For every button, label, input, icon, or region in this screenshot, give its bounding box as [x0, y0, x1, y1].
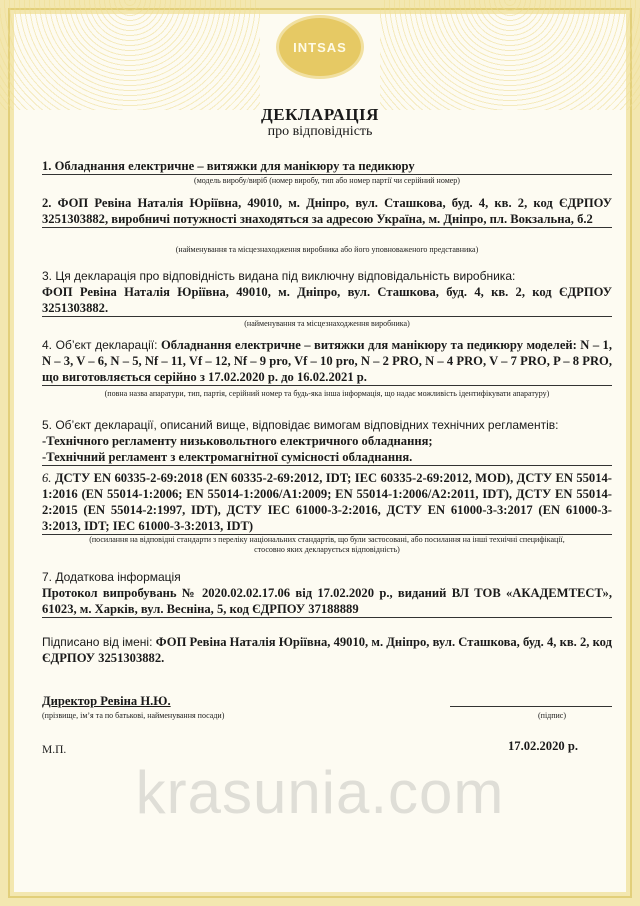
- section-3-caption: (найменування та місцезнаходження виробника): [244, 319, 410, 328]
- director-name: Директор Ревіна Н.Ю.: [42, 694, 171, 708]
- section-3-manufacturer: ФОП Ревіна Наталія Юріївна, 49010, м. Дніпро, вул. Сташкова, буд. 4, кв. 2, код ЄДРПОУ 3251303882.: [42, 285, 612, 315]
- signature-caption: (підпис): [538, 711, 567, 720]
- director-caption: (прізвище, ім’я та по батькові, найменування посади): [42, 711, 225, 720]
- section-4-caption: (повна назва апаратури, тип, партія, серійний номер та будь-яка інша інформація, що надає можливість ідентифікувати апаратуру): [104, 389, 550, 398]
- document-date: 17.02.2020 р.: [508, 739, 578, 753]
- signed-on-behalf: [42, 634, 612, 666]
- section-2-caption: (найменування та місцезнаходження виробника або його уповноваженого представника): [175, 245, 479, 254]
- signature-line: [450, 706, 612, 707]
- section-6-caption-1: (посилання на відповідні стандарти з переліку національних стандартів, що були застосовані, або посилання на інші технічні специфікації,: [89, 535, 565, 544]
- section-5-regulation-1: -Технічного регламенту низьковольтного електричного обладнання;: [42, 434, 433, 448]
- signed-prefix: Підписано від імені:: [42, 635, 156, 649]
- section-4-object: [42, 337, 612, 386]
- ornament-right: [380, 0, 640, 110]
- section-2-manufacturer: 2. ФОП Ревіна Наталія Юріївна, 49010, м. Дніпро, вул. Сташкова, буд. 4, кв. 2, код ЄДРПОУ 3251303882, виробничі потужності знаходяться за адресою Україна, м. Дніпро, пл. Вокзальна, б.2: [42, 196, 612, 226]
- stamp-label: М.П.: [42, 744, 67, 756]
- section-1-caption: (модель виробу/виріб (номер виробу, тип або номер партії чи серійний номер): [194, 176, 460, 185]
- signed-text: ФОП Ревіна Наталія Юріївна, 49010, м. Дніпро, вул. Сташкова, буд. 4, кв. 2, код ЄДРПОУ 3251303882.: [42, 635, 612, 665]
- intsas-logo: INTSAS: [279, 18, 361, 76]
- watermark: krasunia.com: [135, 759, 505, 826]
- section-6-text: ДСТУ EN 60335-2-69:2018 (EN 60335-2-69:2012, IDT; IEC 60335-2-69:2012, MOD), ДСТУ EN 55014-1:2016 (EN 55014-1:2006; EN 55014-1:2006/A1:2009; EN 55014-1:2006/A2:2011, IDT), ДСТУ EN 55014-2:2015 (EN 55014-2:1997, IDT), ДСТУ IEC 61000-3-2:2016, ДСТУ EN 61000-3-3:2017 (EN 61000-3-3:2013, IDT; IEC 61000-3-3:2013, IDT): [42, 471, 612, 533]
- section-6-caption-2: стосовно яких декларується відповідність): [254, 545, 400, 554]
- section-7-heading: 7. Додаткова інформація: [42, 570, 181, 584]
- section-6-standards: [42, 470, 612, 535]
- ornament-left: [0, 0, 260, 110]
- document-subtitle: про відповідність: [267, 124, 373, 139]
- section-5-regulation-2: -Технічний регламент з електромагнітної сумісності обладнання.: [42, 449, 612, 466]
- section-7-protocol: Протокол випробувань № 2020.02.02.17.06 від 17.02.2020 р., виданий ВЛ ТОВ «АКАДЕМТЕСТ», 61023, м. Харків, вул. Весніна, 5, код ЄДРПОУ 37188889: [42, 586, 612, 616]
- section-4-prefix: 4. Об’єкт декларації:: [42, 338, 162, 352]
- section-1-equipment: 1. Обладнання електричне – витяжки для манікюру та педикюру: [42, 158, 612, 175]
- document-title: ДЕКЛАРАЦІЯ: [261, 105, 379, 124]
- section-4-text: Обладнання електричне – витяжки для манікюру та педикюру моделей: N – 1, N – 3, V – 6, N – 5, Nf – 11, Vf – 12, Nf – 9 pro, Vf – 10 pro, N – 2 PRO, N – 4 PRO, V – 7 PRO, P – 8 PRO, що виготовляється серійно з 17.02.2020 р. до 16.02.2021 р.: [42, 338, 612, 384]
- section-6-number: 6.: [42, 471, 55, 485]
- section-5-intro: 5. Об’єкт декларації, описаний вище, відповідає вимогам відповідних технічних регламентів:: [42, 418, 559, 432]
- section-3-intro: 3. Ця декларація про відповідність видана під виключну відповідальність виробника:: [42, 269, 516, 283]
